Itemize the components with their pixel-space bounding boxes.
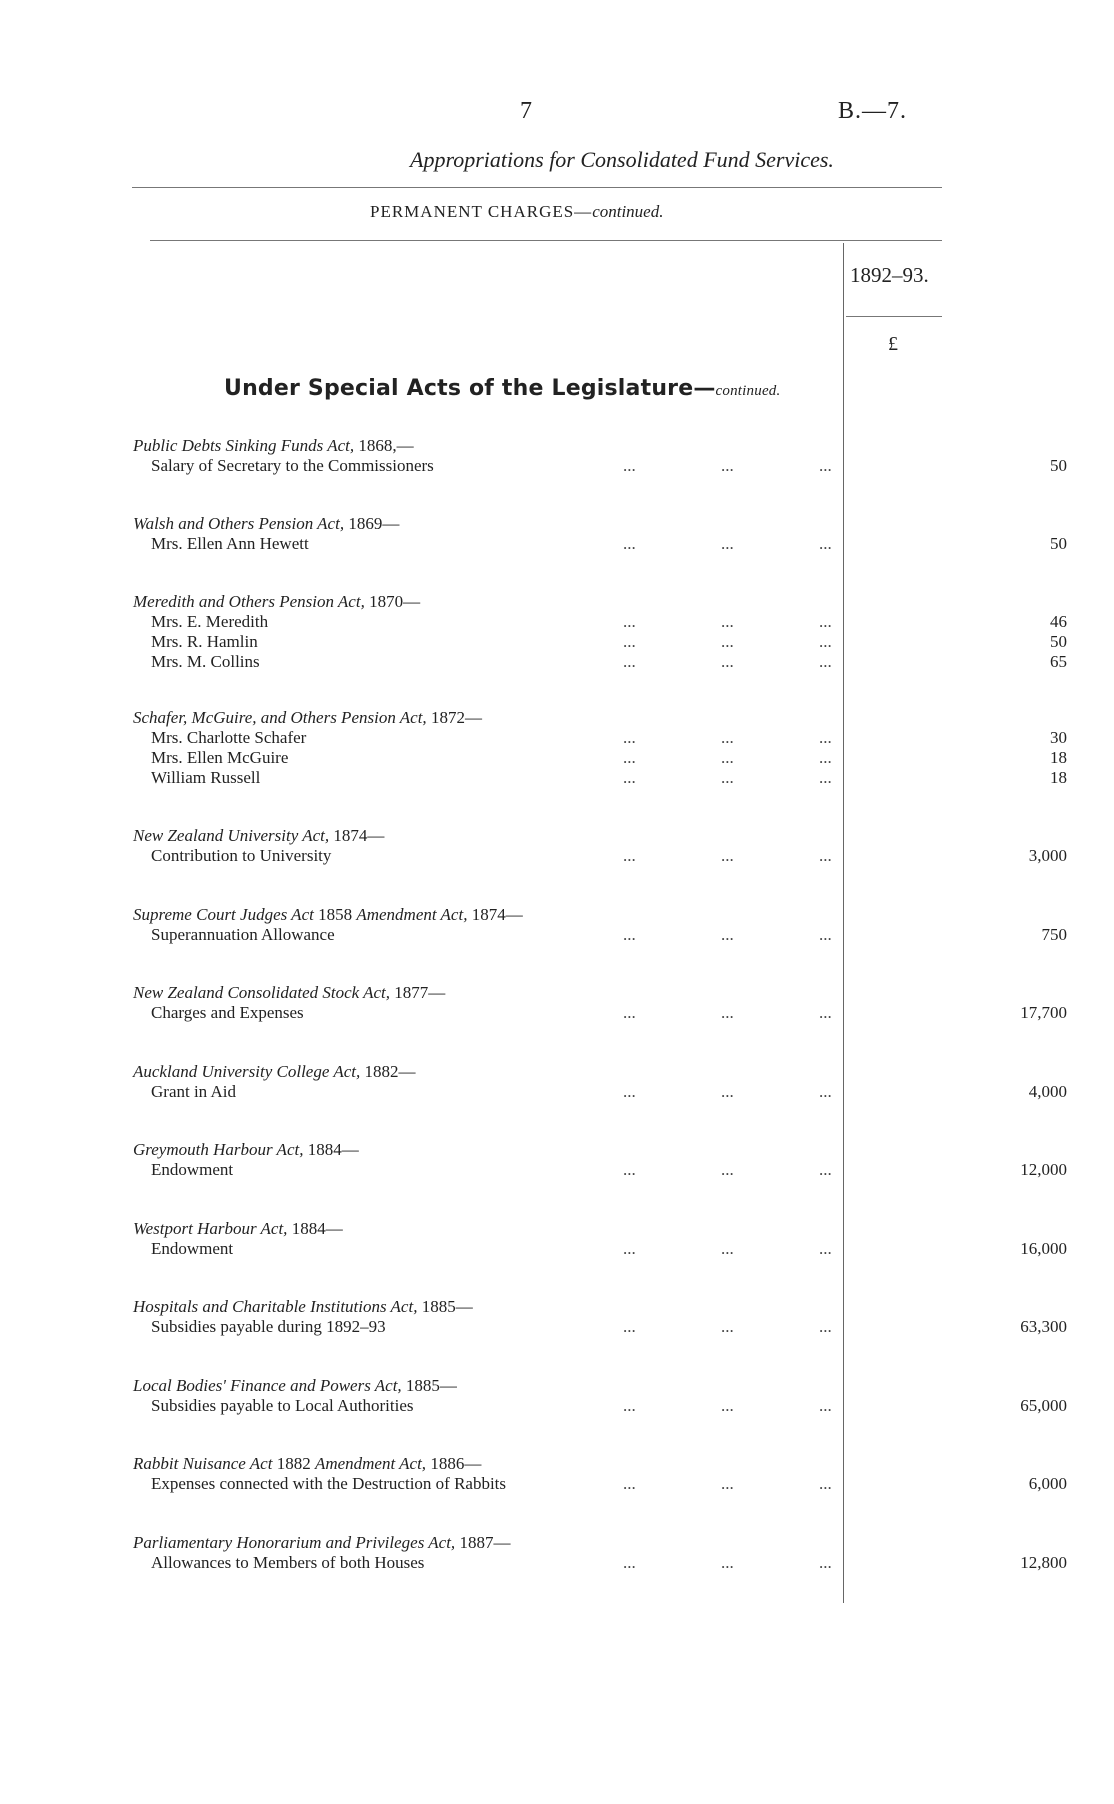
- section-heading: [224, 376, 780, 401]
- dot-leaders: [623, 612, 843, 632]
- act-group: [133, 1140, 1067, 1180]
- act-title: Hospitals and Charitable Institutions Act,: [133, 1297, 418, 1316]
- leader-dots: ...: [721, 1239, 734, 1258]
- leader-dots: ...: [623, 728, 636, 747]
- act-group: [133, 436, 1067, 476]
- leader-dots: ...: [819, 652, 832, 671]
- act-heading: [133, 983, 943, 1003]
- line-item-label: Superannuation Allowance: [151, 925, 335, 944]
- act-year: 1885—: [401, 1376, 457, 1395]
- line-item: [133, 1317, 1067, 1337]
- title-divider: [132, 187, 942, 188]
- act-heading: [133, 1376, 943, 1396]
- line-item: [133, 456, 1067, 476]
- act-title: Walsh and Others Pension Act,: [133, 514, 345, 533]
- subtitle-divider: [150, 240, 942, 241]
- year-divider: [846, 316, 942, 317]
- line-item: [133, 925, 1067, 945]
- act-group: [133, 514, 1067, 554]
- act-heading: [133, 905, 943, 925]
- act-year: 1874—: [329, 826, 385, 845]
- section-subtitle: [370, 202, 663, 222]
- act-group: [133, 1454, 1067, 1494]
- act-group: [133, 592, 1067, 672]
- line-item-amount: 17,700: [1020, 1003, 1067, 1022]
- leader-dots: ...: [819, 768, 832, 787]
- page-number: 7: [520, 98, 532, 124]
- subtitle-continued: continued.: [592, 202, 664, 221]
- dot-leaders: [623, 456, 843, 476]
- line-item-amount: 50: [1050, 456, 1067, 475]
- leader-dots: ...: [819, 1317, 832, 1336]
- leader-dots: ...: [721, 1160, 734, 1179]
- act-year: 1882—: [360, 1062, 416, 1081]
- line-item-label: Mrs. M. Collins: [151, 652, 260, 671]
- leader-dots: ...: [721, 748, 734, 767]
- line-item-label: Mrs. Ellen McGuire: [151, 748, 289, 767]
- line-item: [133, 1474, 1067, 1494]
- act-group: [133, 1062, 1067, 1102]
- act-year: 1870—: [364, 592, 421, 611]
- line-item-label: Grant in Aid: [151, 1082, 236, 1101]
- dot-leaders: [623, 768, 843, 788]
- leader-dots: ...: [721, 632, 734, 651]
- line-item-amount: 50: [1050, 632, 1067, 651]
- line-item: [133, 534, 1067, 554]
- leader-dots: ...: [623, 1160, 636, 1179]
- act-group: [133, 1297, 1067, 1337]
- leader-dots: ...: [623, 1553, 636, 1572]
- act-title: New Zealand Consolidated Stock Act,: [133, 983, 391, 1002]
- leader-dots: ...: [721, 1003, 734, 1022]
- line-item: [133, 612, 1067, 632]
- act-year: 1885—: [417, 1297, 473, 1316]
- line-item-amount: 65,000: [1020, 1396, 1067, 1415]
- dot-leaders: [623, 1003, 843, 1023]
- leader-dots: ...: [623, 1003, 636, 1022]
- leader-dots: ...: [623, 534, 636, 553]
- leader-dots: ...: [623, 1474, 636, 1493]
- leader-dots: ...: [819, 1160, 832, 1179]
- act-heading: [133, 436, 943, 456]
- leader-dots: ...: [623, 1317, 636, 1336]
- act-title2: Amendment Act,: [314, 1454, 427, 1473]
- leader-dots: ...: [721, 728, 734, 747]
- act-group: [133, 1376, 1067, 1416]
- act-title: Greymouth Harbour Act,: [133, 1140, 304, 1159]
- leader-dots: ...: [819, 728, 832, 747]
- line-item-amount: 46: [1050, 612, 1067, 631]
- act-group: [133, 826, 1067, 866]
- leader-dots: ...: [819, 612, 832, 631]
- line-item: [133, 1003, 1067, 1023]
- line-item-amount: 63,300: [1020, 1317, 1067, 1336]
- act-title: Rabbit Nuisance Act: [133, 1454, 273, 1473]
- act-heading: [133, 826, 943, 846]
- act-heading: [133, 1062, 943, 1082]
- leader-dots: ...: [819, 925, 832, 944]
- leader-dots: ...: [819, 456, 832, 475]
- dot-leaders: [623, 925, 843, 945]
- dot-leaders: [623, 1474, 843, 1494]
- leader-dots: ...: [623, 748, 636, 767]
- act-title: Meredith and Others Pension Act,: [133, 592, 365, 611]
- leader-dots: ...: [819, 534, 832, 553]
- line-item-label: Allowances to Members of both Houses: [151, 1553, 425, 1572]
- act-group: [133, 1219, 1067, 1259]
- line-item-amount: 4,000: [1028, 1082, 1067, 1101]
- dot-leaders: [623, 1082, 843, 1102]
- act-group: [133, 905, 1067, 945]
- line-item: [133, 728, 1067, 748]
- act-title: Local Bodies' Finance and Powers Act,: [133, 1376, 402, 1395]
- line-item-amount: 65: [1050, 652, 1067, 671]
- dot-leaders: [623, 1239, 843, 1259]
- act-heading: [133, 514, 943, 534]
- leader-dots: ...: [819, 1553, 832, 1572]
- act-group: [133, 708, 1067, 788]
- leader-dots: ...: [623, 456, 636, 475]
- act-heading: [133, 708, 943, 728]
- leader-dots: ...: [819, 632, 832, 651]
- leader-dots: ...: [721, 612, 734, 631]
- act-title: Auckland University College Act,: [133, 1062, 361, 1081]
- dot-leaders: [623, 1396, 843, 1416]
- act-year: 1884—: [287, 1219, 343, 1238]
- line-item: [133, 1239, 1067, 1259]
- leader-dots: ...: [623, 652, 636, 671]
- act-year: 1882: [272, 1454, 315, 1473]
- line-item-amount: 12,000: [1020, 1160, 1067, 1179]
- section-heading-text: Under Special Acts of the Legislature—: [224, 376, 716, 401]
- act-heading: [133, 592, 943, 612]
- line-item-label: Charges and Expenses: [151, 1003, 304, 1022]
- leader-dots: ...: [819, 1003, 832, 1022]
- leader-dots: ...: [721, 456, 734, 475]
- currency-symbol: £: [888, 333, 898, 355]
- line-item-label: Subsidies payable to Local Authorities: [151, 1396, 414, 1415]
- line-item-amount: 18: [1050, 748, 1067, 767]
- dot-leaders: [623, 748, 843, 768]
- leader-dots: ...: [721, 1396, 734, 1415]
- leader-dots: ...: [819, 1239, 832, 1258]
- subtitle-main: PERMANENT CHARGES—: [370, 202, 593, 221]
- line-item: [133, 768, 1067, 788]
- act-heading: [133, 1140, 943, 1160]
- act-title: Public Debts Sinking Funds Act,: [133, 436, 355, 455]
- leader-dots: ...: [623, 768, 636, 787]
- leader-dots: ...: [623, 1082, 636, 1101]
- act-title: Westport Harbour Act,: [133, 1219, 288, 1238]
- dot-leaders: [623, 1553, 843, 1573]
- leader-dots: ...: [819, 1082, 832, 1101]
- line-item: [133, 1396, 1067, 1416]
- act-title: Supreme Court Judges Act: [133, 905, 314, 924]
- dot-leaders: [623, 534, 843, 554]
- leader-dots: ...: [819, 846, 832, 865]
- act-group: [133, 1533, 1067, 1573]
- line-item: [133, 652, 1067, 672]
- line-item-label: Endowment: [151, 1239, 234, 1258]
- act-year: 1887—: [455, 1533, 511, 1552]
- leader-dots: ...: [721, 652, 734, 671]
- line-item-label: Subsidies payable during 1892–93: [151, 1317, 386, 1336]
- act-title: New Zealand University Act,: [133, 826, 330, 845]
- leader-dots: ...: [721, 1317, 734, 1336]
- line-item-label: William Russell: [151, 768, 261, 787]
- act-year: 1868,—: [354, 436, 414, 455]
- line-item: [133, 1160, 1067, 1180]
- act-heading: [133, 1219, 943, 1239]
- line-item-amount: 12,800: [1020, 1553, 1067, 1572]
- leader-dots: ...: [721, 1553, 734, 1572]
- act-year: 1858: [313, 905, 357, 924]
- line-item-label: Mrs. Charlotte Schafer: [151, 728, 307, 747]
- leader-dots: ...: [721, 925, 734, 944]
- dot-leaders: [623, 632, 843, 652]
- leader-dots: ...: [623, 1396, 636, 1415]
- dot-leaders: [623, 652, 843, 672]
- act-year: 1877—: [390, 983, 446, 1002]
- dot-leaders: [623, 1160, 843, 1180]
- line-item: [133, 1553, 1067, 1573]
- line-item-amount: 3,000: [1028, 846, 1067, 865]
- leader-dots: ...: [721, 846, 734, 865]
- line-item-amount: 750: [1041, 925, 1067, 944]
- act-year: 1884—: [303, 1140, 359, 1159]
- line-item: [133, 632, 1067, 652]
- act-year2: 1886—: [426, 1454, 482, 1473]
- line-item: [133, 1082, 1067, 1102]
- page-title: [0, 147, 1114, 173]
- column-year: 1892–93.: [850, 263, 929, 287]
- act-title: Parliamentary Honorarium and Privileges Act,: [133, 1533, 456, 1552]
- leader-dots: ...: [721, 768, 734, 787]
- document-reference: B.—7.: [838, 98, 908, 124]
- line-item-label: Expenses connected with the Destruction of Rabbits: [151, 1474, 507, 1493]
- act-title2: Amendment Act,: [356, 905, 468, 924]
- line-item: [133, 748, 1067, 768]
- dot-leaders: [623, 846, 843, 866]
- act-heading: [133, 1454, 943, 1474]
- section-heading-continued: continued.: [715, 383, 781, 399]
- line-item-label: Mrs. R. Hamlin: [151, 632, 258, 651]
- leader-dots: ...: [623, 612, 636, 631]
- act-title: Schafer, McGuire, and Others Pension Act,: [133, 708, 427, 727]
- leader-dots: ...: [721, 534, 734, 553]
- page-title-text: Appropriations for Consolidated Fund Services.: [410, 147, 834, 172]
- line-item-amount: 6,000: [1028, 1474, 1067, 1493]
- act-year2: 1874—: [467, 905, 523, 924]
- line-item-label: Salary of Secretary to the Commissioners: [151, 456, 434, 475]
- line-item-amount: 18: [1050, 768, 1067, 787]
- line-item-amount: 16,000: [1020, 1239, 1067, 1258]
- line-item-label: Mrs. Ellen Ann Hewett: [151, 534, 309, 553]
- act-heading: [133, 1533, 943, 1553]
- dot-leaders: [623, 1317, 843, 1337]
- leader-dots: ...: [721, 1474, 734, 1493]
- line-item-label: Mrs. E. Meredith: [151, 612, 269, 631]
- line-item: [133, 846, 1067, 866]
- line-item-amount: 50: [1050, 534, 1067, 553]
- act-group: [133, 983, 1067, 1023]
- act-heading: [133, 1297, 943, 1317]
- act-year: 1872—: [426, 708, 482, 727]
- leader-dots: ...: [623, 632, 636, 651]
- leader-dots: ...: [623, 846, 636, 865]
- dot-leaders: [623, 728, 843, 748]
- leader-dots: ...: [819, 748, 832, 767]
- leader-dots: ...: [623, 925, 636, 944]
- line-item-amount: 30: [1050, 728, 1067, 747]
- leader-dots: ...: [819, 1396, 832, 1415]
- leader-dots: ...: [819, 1474, 832, 1493]
- line-item-label: Endowment: [151, 1160, 234, 1179]
- leader-dots: ...: [623, 1239, 636, 1258]
- act-year: 1869—: [344, 514, 400, 533]
- line-item-label: Contribution to University: [151, 846, 332, 865]
- leader-dots: ...: [721, 1082, 734, 1101]
